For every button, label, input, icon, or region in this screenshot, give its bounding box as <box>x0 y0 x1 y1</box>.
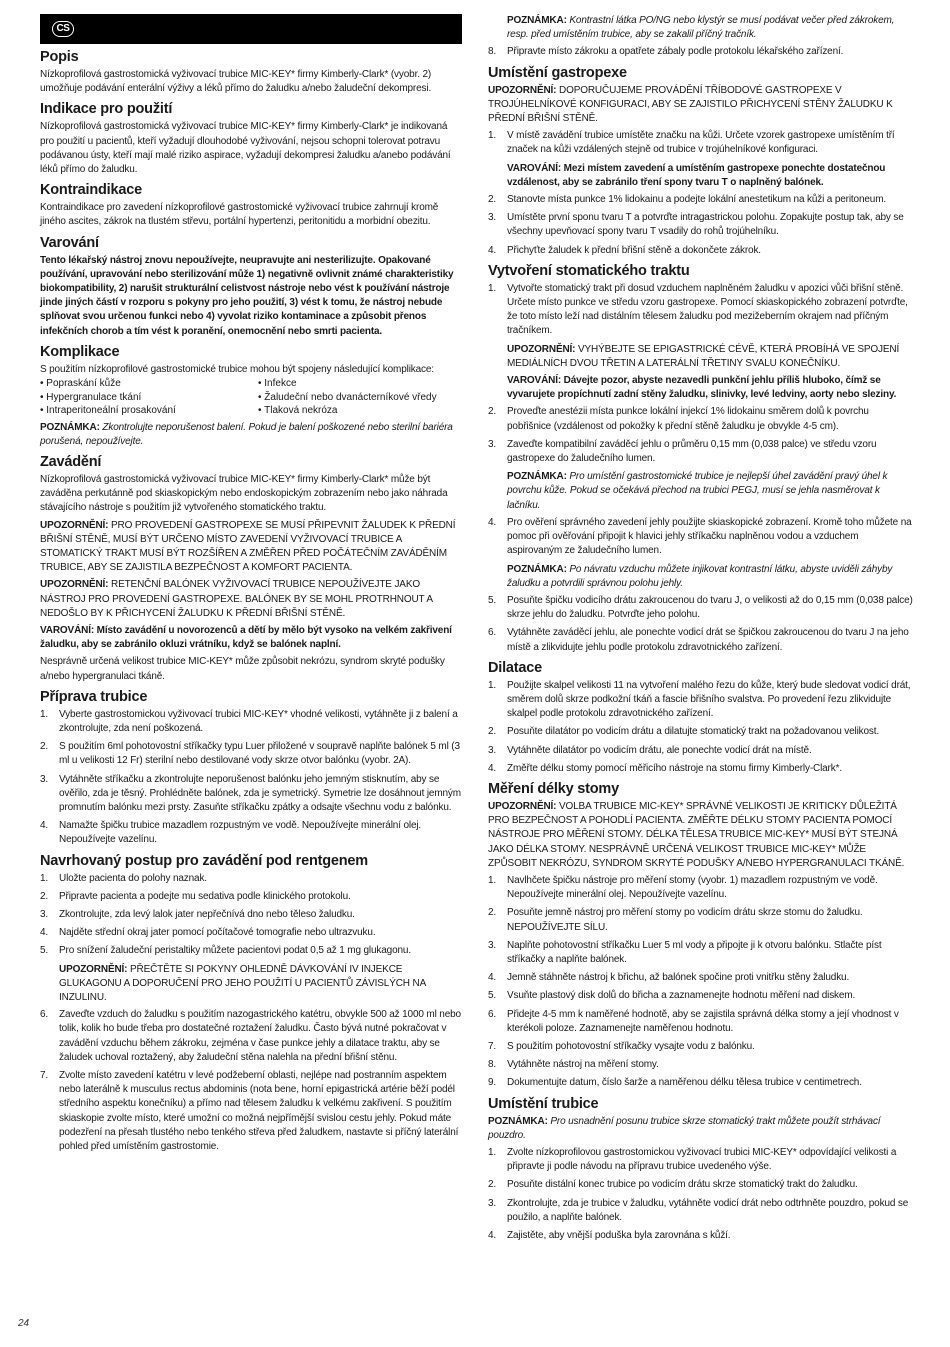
postup-list-2 <box>40 1008 462 1154</box>
list-item: 1. Uložte pacienta do polohy naznak. <box>40 872 207 884</box>
list-item: 8. Připravte místo zákroku a opatřete zábaly podle protokolu lékařského zařízení. <box>488 46 844 58</box>
list-item: 4. Zajistěte, aby vnější poduška byla zarovnána s kůží. <box>488 1230 731 1242</box>
postup-heading: Navrhovaný postup pro zavádění pod rentgenem <box>40 852 368 869</box>
list-item: 4. Namažte špičku trubice mazadlem rozpustným ve vodě. Nepoužívejte minerální olej. Nepoužívejte vazelínu. <box>40 820 422 846</box>
dilatace-heading: Dilatace <box>488 659 543 676</box>
kontraindikace-text: Kontraindikace pro zavedení nízkoprofilové gastrostomické vyživovací trubice zahrnují kromě jiného ascites, zákrok na tlustém střevu, portální hypertenzi, peritonitidu a morbidní obezitu. <box>40 202 439 228</box>
list-item: 3. Zaveďte kompatibilní zaváděcí jehlu o průměru 0,15 mm (0,038 palce) ve středu vzoru gastropexe do žaludečního lumen. <box>488 438 877 465</box>
list-item: 2. Proveďte anestézii místa punkce lokální injekcí 1% lidokainu směrem dolů k povrchu pobřišnice (vzdálenost od pokožky k přední stěně žaludku je obvykle 4-5 cm). <box>488 406 869 432</box>
list-item: 7. Zvolte místo zavedení katétru v levé podžeberní oblasti, nejlépe nad postranním aspektem nebo laterálně k musculus rectus abdominis (nota bene, horní epigastrická artérie běží podél středního aspektu konečníku) a přímo nad tělesem žaludku k velkému zakřivení. S použitím skiaskopie zvolte místo, které umožní co možná nejpřímější svislou cestu jehly. Pokud máte podezření na přesah tlustého nebo tenkého střeva před žaludkem, nastavte si příčný laterální pohled před umístěním gastrostomie. <box>40 1070 459 1153</box>
list-item: 3. Zkontrolujte, zda levý lalok jater nepřečnívá dno nebo těleso žaludku. <box>40 909 355 921</box>
list-item: 2. Připravte pacienta a podejte mu sedativa podle klinického protokolu. <box>40 890 351 902</box>
list-item: 1. Vyberte gastrostomickou vyživovací trubici MIC-KEY* vhodné velikosti, vytáhněte ji z balení a zkontrolujte, zda není poškozená. <box>40 708 458 734</box>
list-item: 5. Pro snížení žaludeční peristaltiky můžete pacientovi podat 0,5 až 1 mg glukagonu. <box>40 945 411 957</box>
zavadeni-caution-2: UPOZORNĚNÍ: RETENČNÍ BALÓNEK VYŽIVOVACÍ TRUBICE NEPOUŽÍVEJTE JAKO NÁSTROJ PRO PROVEDENÍ GASTROPEXE. BALÓNEK BY SE MOHL PROTRHNOUT A NEDOŠLO BY K PŘICHYCENÍ ŽALUDKU K PŘEDNÍ BŘIŠNÍ STĚNĚ. <box>40 579 433 619</box>
komplikace-heading: Komplikace <box>40 343 120 360</box>
dilatace-list <box>488 679 913 776</box>
komplikace-intro: S použitím nízkoprofilové gastrostomické trubice mohou být spojeny následující komplikace: <box>40 363 434 375</box>
traktu-list-3 <box>488 516 913 559</box>
list-item: 3. Vytáhněte dilatátor po vodicím drátu, ale ponechte vodicí drát na místě. <box>488 744 812 756</box>
list-item: 5. Posuňte špičku vodicího drátu zakroucenou do tvaru J, o velikosti až do 0,15 mm (0,038 palce) skrze jehlu do žaludku. Potvrďte jeho polohu. <box>488 594 913 621</box>
list-item: • Žaludeční nebo dvanácterníkové vředy <box>258 391 462 405</box>
zavadeni-text-2: Nesprávně určená velikost trubice MIC-KEY* může způsobit nekrózu, syndrom skryté podušky a/nebo hypergranulaci tkáně. <box>40 656 445 682</box>
page-number: 24 <box>18 1318 30 1329</box>
top-note: POZNÁMKA: Kontrastní látka PO/NG nebo klystýr se musí podávat večer před zákrokem, resp. před umístěním trubice, aby se zakalil příčný tračník. <box>507 15 895 41</box>
list-item: 4. Pro ověření správného zavedení jehly použijte skiaskopické zobrazení. Kromě toho můžete na pomoc při ověřování připojit k hlavici jehly stříkačku naplněnou vodou a vzduchem aspirovaným ze žaludečního lumen. <box>488 516 912 557</box>
varovani-heading: Varování <box>40 234 99 251</box>
postup-list-3 <box>488 45 913 59</box>
umisteni-gastropexe-heading: Umístění gastropexe <box>488 64 627 81</box>
popis-heading: Popis <box>40 49 79 65</box>
list-item: • Popraskání kůže <box>40 377 258 391</box>
list-item: 1. Vytvořte stomatický trakt při dosud vzduchem naplněném žaludku v apozici vůči břišní stěně. Určete místo punkce ve středu vzoru gastropexe. Pomocí skiaskopického zobrazení potvrďte, že toto místo leží nad distálním tělesem žaludku pod mezižeberním okrajem nad příčným tračníkem. <box>488 282 908 337</box>
umisteni-trubice-note: POZNÁMKA: Pro usnadnění posunu trubice skrze stomatický trakt můžete použít strhávací pouzdro. <box>488 1115 881 1141</box>
priprava-list <box>40 708 462 848</box>
zavadeni-heading: Zavádění <box>40 453 102 470</box>
indikace-heading: Indikace pro použití <box>40 101 173 118</box>
umisteni-list-2 <box>488 193 913 258</box>
traktu-caution: UPOZORNĚNÍ: VYHÝBEJTE SE EPIGASTRICKÉ CÉVĚ, KTERÁ PROBÍHÁ VE SPOJENÍ MEDIÁLNÍCH DVOU TŘETIN A LATERÁLNÍ TŘETINY SVALU KONEČNÍKU. <box>507 343 900 369</box>
list-item: 2. Posuňte jemně nástroj pro měření stomy po vodicím drátu skrze stomu do žaludku. NEPOUŽÍVEJTE SÍLU. <box>488 907 863 933</box>
mereni-caution: UPOZORNĚNÍ: VOLBA TRUBICE MIC-KEY* SPRÁVNÉ VELIKOSTI JE KRITICKY DŮLEŽITÁ PRO BEZPEČNOST A POHODLÍ PACIENTA. ZMĚŘTE DÉLKU STOMY PACIENTA POMOCÍ NÁSTROJE PRO MĚŘENÍ STOMY. DÉLKA TĚLESA TRUBICE MIC-KEY* MUSÍ BÝT STEJNÁ JAKO DÉLKA STOMY. NESPRÁVNĚ URČENÁ VELIKOST TRUBICE MIC-KEY* MŮŽE ZPŮSOBIT NEKRÓZU, SYNDROM SKRYTÉ PODUŠKY A/NEBO HYPERGRANULACI TKÁNĚ. <box>488 800 905 869</box>
list-item: 2. S použitím 6ml pohotovostní stříkačky typu Luer přiložené v soupravě naplňte balónek 5 ml (3 ml u velikosti 12 Fr) sterilní nebo destilované vody skrze otvor balónku (vyobr. 2A). <box>40 741 460 767</box>
traktu-warning: VAROVÁNÍ: Dávejte pozor, abyste nezavedli punkční jehlu příliš hluboko, čímž se vyvarujete propíchnutí zadní stěny žaludku, slinivky, levé ledviny, aorty nebo sleziny. <box>507 375 897 401</box>
komplikace-list <box>40 377 462 418</box>
traktu-list-4 <box>488 594 913 655</box>
postup-caution: UPOZORNĚNÍ: PŘEČTĚTE SI POKYNY OHLEDNĚ DÁVKOVÁNÍ IV INJEKCE GLUKAGONU A DOPORUČENÍ PRO JEHO POUŽITÍ U PACIENTŮ ZÁVISLÝCH NA INZULINU. <box>59 963 426 1004</box>
mereni-heading: Měření délky stomy <box>488 780 619 797</box>
list-item: 1. Zvolte nízkoprofilovou gastrostomickou vyživovací trubici MIC-KEY* odpovídající velikosti a připravte ji podle návodu na přípravu trubice uvedeného výše. <box>488 1147 897 1173</box>
umisteni-warning: VAROVÁNÍ: Mezi místem zavedení a umístěním gastropexe ponechte dostatečnou vzdálenost, aby se zabránilo tření spony tvaru T o naplněný balónek. <box>507 162 886 188</box>
list-item: 1. Navlhčete špičku nástroje pro měření stomy (vyobr. 1) mazadlem rozpustným ve vodě. Nepoužívejte minerální olej. Nepoužívejte vazelínu. <box>488 874 878 901</box>
list-item: • Infekce <box>258 377 462 391</box>
varovani-text: Tento lékařský nástroj znovu nepoužívejte, neupravujte ani nesterilizujte. Opakované používání, upravování nebo sterilizování může 1) negativně ovlivnit známé charakteristiky biokompatibility, 2) narušit strukturální celistvost nástroje nebo vést k používání nástroje jinde jiných částí v rozporu s pokyny pro jeho použití, 3) vést k tomu, že nástroj nebude splňovat svou určenou funkci nebo 4) vyvolat riziko kontaminace a způsobit přenos infekčních chorob a tím vést k poranění, onemocnění nebo smrti pacienta. <box>40 254 454 337</box>
indikace-text: Nízkoprofilová gastrostomická vyživovací trubice MIC-KEY* firmy Kimberly-Clark* je indikovaná pro použití u pacientů, kteří vyžadují dlouhodobé vyživování, nejsou schopni tolerovat potravu podávanou ústy, kteří mají malé riziko aspirace, vyžadují dekompresi žaludku a/anebo podávání léků přímo do žaludku. <box>40 121 451 176</box>
list-item: 4. Najděte střední okraj jater pomocí počítačové tomografie nebo ultrazvuku. <box>40 927 376 939</box>
list-item: 8. Vytáhněte nástroj na měření stomy. <box>488 1059 659 1071</box>
mereni-list <box>488 874 913 1091</box>
list-item: 2. Posuňte distální konec trubice po vodicím drátu skrze stomatický trakt do žaludku. <box>488 1179 858 1191</box>
list-item: 9. Dokumentujte datum, číslo šarže a naměřenou délku tělesa trubice v centimetrech. <box>488 1077 862 1089</box>
right-column <box>488 14 913 1247</box>
list-item: 2. Stanovte místa punkce 1% lidokainu a podejte lokální anestetikum na kůži a peritoneum. <box>488 194 886 206</box>
list-item: 7. S použitím pohotovostní stříkačky vysajte vodu z balónku. <box>488 1040 755 1052</box>
traktu-list-2 <box>488 405 913 466</box>
komplikace-note: POZNÁMKA: Zkontrolujte neporušenost balení. Pokud je balení poškozené nebo sterilní bariéra porušená, nepoužívejte. <box>40 421 453 447</box>
zavadeni-text: Nízkoprofilová gastrostomická vyživovací trubice MIC-KEY* firmy Kimberly-Clark* může být zaváděna perkutánně pod skiaskopickým nebo endoskopickým zobrazením nebo jako náhrada stávajícího nástroje s použitím již vytvořeného stomatického traktu. <box>40 473 448 514</box>
kontraindikace-heading: Kontraindikace <box>40 182 142 199</box>
traktu-heading: Vytvoření stomatického traktu <box>488 262 690 279</box>
umisteni-trubice-heading: Umístění trubice <box>488 1095 599 1112</box>
language-badge: CS <box>52 21 74 37</box>
left-column <box>40 14 462 1158</box>
list-item: 6. Přidejte 4-5 mm k naměřené hodnotě, aby se zajistila správná délka stomy a její vhodnost v kterékoli poloze. Zaznamenejte naměřenou hodnotu. <box>488 1008 899 1034</box>
zavadeni-warning: VAROVÁNÍ: Místo zavádění u novorozenců a dětí by mělo být vysoko na velkém zakřivení žaludku, aby se zabránilo okluzi vrátníku, když se balónek naplní. <box>40 624 452 651</box>
traktu-note-1: POZNÁMKA: Pro umístění gastrostomické trubice je nejlepší úhel zavádění pravý úhel k povrchu kůže. Pokud se očekává přechod na trubici PEGJ, musí se jehla nasměrovat k lačníku. <box>507 471 888 511</box>
umisteni-caution: UPOZORNĚNÍ: DOPORUČUJEME PROVÁDĚNÍ TŘÍBODOVÉ GASTROPEXE V TROJÚHELNÍKOVÉ KONFIGURACI, ABY SE ZAJISTILO PŘICHYCENÍ STĚNY ŽALUDKU K PŘEDNÍ BŘIŠNÍ STĚNĚ. <box>488 84 893 125</box>
list-item: • Hypergranulace tkání <box>40 391 258 405</box>
zavadeni-caution-1: UPOZORNĚNÍ: PRO PROVEDENÍ GASTROPEXE SE MUSÍ PŘIPEVNIT ŽALUDEK K PŘEDNÍ BŘIŠNÍ STĚNĚ, MUSÍ BÝT URČENO MÍSTO ZAVEDENÍ VYŽIVOVACÍ TRUBICE A STOMATICKÝ TRAKT MUSÍ BÝT ROZŠÍŘEN A ZMĚŘEN PŘED POČÁTEČNÍM ZAVÁDĚNÍM TRUBICE, ABY SE ZAJISTILA BEZPEČNOST A KOMFORT PACIENTA. <box>40 519 456 574</box>
list-item: 3. Naplňte pohotovostní stříkačku Luer 5 ml vody a připojte ji k otvoru balónku. Stlačte píst stříkačky a naplňte balónek. <box>488 939 882 965</box>
list-item: • Tlaková nekróza <box>258 404 462 418</box>
list-item: 3. Zkontrolujte, zda je trubice v žaludku, vytáhněte vodicí drát nebo odtrhněte pouzdro, pokud se použilo, a naplňte balónek. <box>488 1197 909 1223</box>
list-item: 5. Vsuňte plastový disk dolů do břicha a zaznamenejte hodnotu měření nad diskem. <box>488 990 856 1002</box>
list-item: 2. Posuňte dilatátor po vodicím drátu a dilatujte stomatický trakt na požadovanou velikost. <box>488 726 880 738</box>
list-item: • Intraperitoneální prosakování <box>40 404 258 418</box>
list-item: 4. Přichyťte žaludek k přední břišní stěně a dokončete zákrok. <box>488 244 761 256</box>
umisteni-list <box>488 129 913 157</box>
list-item: 1. V místě zavádění trubice umístěte značku na kůži. Určete vzorek gastropexe umístěním tří značek na kůži vzdálených stejně od trubice v trojúhelníkové konfiguraci. <box>488 130 895 156</box>
list-item: 4. Změřte délku stomy pomocí měřicího nástroje na stomu firmy Kimberly-Clark*. <box>488 762 842 774</box>
list-item: 3. Umístěte první sponu tvaru T a potvrďte intragastrickou polohu. Zopakujte postup tak, aby se všechny upevňovací spony tvaru T vsadily do rohů trojúhelníku. <box>488 212 904 238</box>
traktu-list <box>488 282 913 339</box>
traktu-note-2: POZNÁMKA: Po návratu vzduchu můžete injikovat kontrastní látku, abyste uviděli záhyby žaludku a potvrdili správnou polohu jehly. <box>507 563 893 589</box>
language-bar <box>40 14 462 44</box>
list-item: 1. Použijte skalpel velikosti 11 na vytvoření malého řezu do kůže, který bude sledovat vodicí drát, směrem dolů skrze podkožní tkáň a fascie břišního svalstva. Po provedení řezu zlikvidujte skalpel podle protokolu zdravotnického zařízení. <box>488 679 911 720</box>
list-item: 6. Vytáhněte zaváděcí jehlu, ale ponechte vodicí drát se špičkou zakroucenou do tvaru J na jeho místě a zlikvidujte jehlu podle protokolu zdravotnického zařízení. <box>488 627 909 653</box>
list-item: 6. Zaveďte vzduch do žaludku s použitím nazogastrického katétru, obvykle 500 až 1000 ml nebo tolik, kolik ho bude třeba pro dostatečné roztažení žaludku. Často bývá nutné pokračovat v zavádění vzduchu během zákroku, zejména v čase punkce jehly a dilatace traktu, aby se žaludek uchoval roztažený, aby žaludeční stěna nalehla na přední břišní stěnu. <box>40 1009 461 1063</box>
popis-text: Nízkoprofilová gastrostomická vyživovací trubice MIC-KEY* firmy Kimberly-Clark* (vyobr. 2) umožňuje podávání enterální výživy a léků přímo do žaludku a/nebo žaludeční dekompresi. <box>40 69 432 95</box>
list-item: 3. Vytáhněte stříkačku a zkontrolujte neporušenost balónku jeho jemným stisknutím, aby se ověřilo, zda je těsný. Prohlédněte balónek, zda je symetrický. Symetrie lze dosáhnout jemným promnutím balónku mezi prsty. Zasuňte stříkačku zpátky a odsajte všechnu vodu z balónku. <box>40 773 461 814</box>
postup-list <box>40 872 462 959</box>
priprava-heading: Příprava trubice <box>40 688 148 705</box>
umisteni-trubice-list <box>488 1146 913 1243</box>
list-item: 4. Jemně stáhněte nástroj k břichu, až balónek spočine proti vnitřku stěny žaludku. <box>488 972 850 984</box>
